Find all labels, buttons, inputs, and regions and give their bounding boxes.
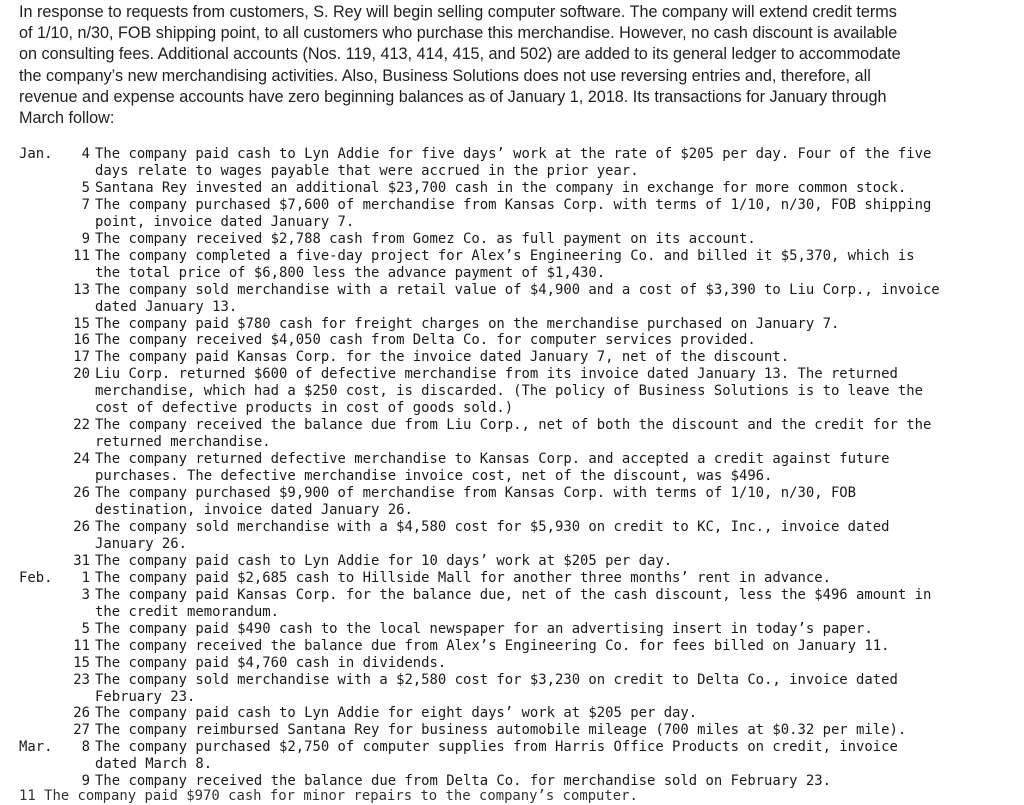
- transaction-description-line: The company returned defective merchandise to Kansas Corp. and accepted a credit against future: [95, 451, 890, 468]
- transaction-row: [19, 197, 1004, 231]
- transaction-day: 23: [73, 671, 90, 688]
- transaction-description: [90, 519, 1004, 553]
- transaction-day: 15: [73, 315, 90, 332]
- transaction-description: [90, 655, 1004, 672]
- transaction-day: 5: [81, 179, 90, 196]
- transaction-description-line: The company paid $490 cash to the local newspaper for an advertising insert in today’s paper.: [95, 620, 873, 637]
- intro-line: of 1/10, n/30, FOB shipping point, to all customers who purchase this merchandise. However, no cash discount is available: [19, 24, 898, 43]
- transaction-description: [90, 349, 1004, 366]
- transaction-description-line: The company paid cash to Lyn Addie for 10 days’ work at $205 per day.: [95, 552, 673, 569]
- transaction-description-line: The company paid cash to Lyn Addie for eight days’ work at $205 per day.: [95, 705, 698, 722]
- transaction-description: [90, 570, 1004, 587]
- transaction-row: [19, 316, 1004, 333]
- transaction-day: 22: [73, 417, 90, 434]
- problem-intro: [19, 2, 1004, 129]
- transaction-row: [19, 349, 1004, 366]
- transaction-description-line: the total price of $6,800 less the advance payment of $1,430.: [95, 264, 606, 281]
- transaction-description-line: Liu Corp. returned $600 of defective merchandise from its invoice dated January 13. The returned: [95, 366, 898, 383]
- transaction-row: [19, 366, 1004, 417]
- transaction-description-line: The company purchased $7,600 of merchandise from Kansas Corp. with terms of 1/10, n/30, FOB shipping: [95, 196, 932, 213]
- transaction-row: [19, 282, 1004, 316]
- transaction-row: [19, 570, 1004, 587]
- transaction-description-line: The company received the balance due from Alex’s Engineering Co. for fees billed on January 11.: [95, 637, 890, 654]
- transaction-row: [19, 655, 1004, 672]
- transaction-description-line: The company received $4,050 cash from Delta Co. for computer services provided.: [95, 332, 756, 349]
- transaction-description-line: The company paid $4,760 cash in dividends.: [95, 654, 447, 671]
- transaction-description-line: The company received the balance due from Delta Co. for merchandise sold on February 23.: [95, 773, 831, 790]
- transaction-day: 11: [73, 637, 90, 654]
- transaction-month: Feb.: [19, 569, 53, 586]
- cutoff-day: 11: [19, 788, 36, 804]
- transaction-day: 11: [73, 247, 90, 264]
- transaction-description: [90, 722, 1004, 739]
- transaction-row: [19, 231, 1004, 248]
- transaction-row: [19, 638, 1004, 655]
- transaction-description-line: Santana Rey invested an additional $23,700 cash in the company in exchange for more common stock.: [95, 179, 907, 196]
- transaction-description: [90, 672, 1004, 706]
- transaction-day: 15: [73, 654, 90, 671]
- transaction-day: 7: [81, 196, 90, 213]
- transaction-day: 4: [81, 146, 90, 162]
- transaction-description-line: The company purchased $2,750 of computer supplies from Harris Office Products on credit, invoice: [95, 739, 898, 756]
- transaction-description-line: The company completed a five-day project for Alex’s Engineering Co. and billed it $5,370, which is: [95, 247, 915, 264]
- transaction-row: [19, 553, 1004, 570]
- transaction-description-line: The company paid cash to Lyn Addie for five days’ work at the rate of $205 per day. Four of the five: [95, 146, 932, 162]
- transaction-description-line: The company paid Kansas Corp. for the balance due, net of the cash discount, less the $496 amount in: [95, 586, 932, 603]
- transaction-row: [19, 587, 1004, 621]
- transaction-day: 1: [81, 569, 90, 586]
- transaction-day: 27: [73, 722, 90, 739]
- transaction-description-line: The company paid Kansas Corp. for the invoice dated January 7, net of the discount.: [95, 349, 790, 366]
- transaction-description-line: The company received $2,788 cash from Gomez Co. as full payment on its account.: [95, 230, 756, 247]
- transaction-month: Mar.: [19, 739, 53, 756]
- transaction-day: 9: [81, 773, 90, 790]
- transaction-row: [19, 180, 1004, 197]
- transaction-description: [90, 332, 1004, 349]
- transaction-description-line: the credit memorandum.: [95, 603, 279, 620]
- transaction-description-line: The company received the balance due from Liu Corp., net of both the discount and the credit for the: [95, 417, 932, 434]
- transaction-day: 31: [73, 552, 90, 569]
- transaction-description: [90, 146, 1004, 180]
- transaction-description-line: dated March 8.: [95, 756, 213, 773]
- transaction-day: 17: [73, 349, 90, 366]
- intro-line: on consulting fees. Additional accounts (Nos. 119, 413, 414, 415, and 502) are added to its general ledger to accommodate: [19, 45, 901, 64]
- transaction-description-line: merchandise, which had a $250 cost, is discarded. (The policy of Business Solutions is to leave the: [95, 383, 923, 400]
- transaction-description-line: The company reimbursed Santana Rey for business automobile mileage (700 miles at $0.32 per mile).: [95, 722, 907, 739]
- transaction-description: [90, 621, 1004, 638]
- transaction-row: [19, 485, 1004, 519]
- transaction-row: [19, 722, 1004, 739]
- transaction-description: [90, 282, 1004, 316]
- transaction-description: [90, 705, 1004, 722]
- transaction-description-line: The company sold merchandise with a retail value of $4,900 and a cost of $3,390 to Liu Corp., invoice: [95, 281, 940, 298]
- transaction-description: [90, 587, 1004, 621]
- intro-line: March follow:: [19, 109, 115, 128]
- transaction-description: [90, 366, 1004, 417]
- transaction-day: 20: [73, 366, 90, 383]
- transaction-description-line: purchases. The defective merchandise invoice cost, net of the discount, was $496.: [95, 468, 773, 485]
- transaction-description: [90, 638, 1004, 655]
- transaction-day: 9: [81, 230, 90, 247]
- transaction-description: [90, 485, 1004, 519]
- transaction-description-line: January 26.: [95, 535, 188, 552]
- transaction-description-line: returned merchandise.: [95, 434, 271, 451]
- transaction-description-line: February 23.: [95, 688, 196, 705]
- transaction-row: [19, 146, 1004, 180]
- transaction-list: [19, 146, 1004, 790]
- intro-line: the company’s new merchandising activities. Also, Business Solutions does not use reversing entries and, therefore, all: [19, 66, 871, 85]
- cutoff-description: The company paid $970 cash for minor repairs to the company’s computer.: [44, 788, 638, 804]
- transaction-description: [90, 248, 1004, 282]
- transaction-day: 13: [73, 281, 90, 298]
- transaction-day: 26: [73, 705, 90, 722]
- transaction-description: [90, 231, 1004, 248]
- transaction-description-line: point, invoice dated January 7.: [95, 213, 355, 230]
- transaction-row: [19, 451, 1004, 485]
- transaction-day: 26: [73, 485, 90, 502]
- transaction-day: 16: [73, 332, 90, 349]
- transaction-day: 8: [81, 739, 90, 756]
- transaction-description: [90, 417, 1004, 451]
- transaction-description: [90, 451, 1004, 485]
- transaction-row: [19, 519, 1004, 553]
- transaction-description-line: days relate to wages payable that were accrued in the prior year.: [95, 162, 639, 179]
- transaction-day: 5: [81, 620, 90, 637]
- intro-line: revenue and expense accounts have zero beginning balances as of January 1, 2018. Its transactions for January through: [19, 87, 887, 106]
- transaction-description: [90, 316, 1004, 333]
- transaction-description-line: destination, invoice dated January 26.: [95, 502, 413, 519]
- transaction-description: [90, 739, 1004, 773]
- transaction-description-line: cost of defective products in cost of goods sold.): [95, 400, 514, 417]
- cutoff-line: [0, 788, 1024, 804]
- transaction-day: 26: [73, 518, 90, 535]
- transaction-description: [90, 180, 1004, 197]
- cutoff-text: [19, 788, 638, 805]
- transaction-day: 3: [81, 586, 90, 603]
- transaction-row: [19, 672, 1004, 706]
- intro-line: In response to requests from customers, S. Rey will begin selling computer software. The company will extend credit terms: [19, 3, 897, 21]
- transaction-description-line: The company paid $780 cash for freight charges on the merchandise purchased on January 7.: [95, 315, 840, 332]
- transaction-description-line: The company paid $2,685 cash to Hillside Mall for another three months’ rent in advance.: [95, 569, 831, 586]
- transaction-description-line: The company sold merchandise with a $4,580 cost for $5,930 on credit to KC, Inc., invoice dated: [95, 518, 890, 535]
- transaction-month: Jan.: [19, 146, 53, 162]
- transaction-row: [19, 705, 1004, 722]
- transaction-day: 24: [73, 451, 90, 468]
- transaction-row: [19, 332, 1004, 349]
- transaction-description-line: The company purchased $9,900 of merchandise from Kansas Corp. with terms of 1/10, n/30, FOB: [95, 485, 857, 502]
- transaction-description: [90, 197, 1004, 231]
- transaction-row: [19, 739, 1004, 773]
- transaction-description: [90, 553, 1004, 570]
- transaction-description-line: dated January 13.: [95, 298, 238, 315]
- transaction-description-line: The company sold merchandise with a $2,580 cost for $3,230 on credit to Delta Co., invoice dated: [95, 671, 898, 688]
- transaction-row: [19, 621, 1004, 638]
- transaction-row: [19, 417, 1004, 451]
- transaction-row: [19, 248, 1004, 282]
